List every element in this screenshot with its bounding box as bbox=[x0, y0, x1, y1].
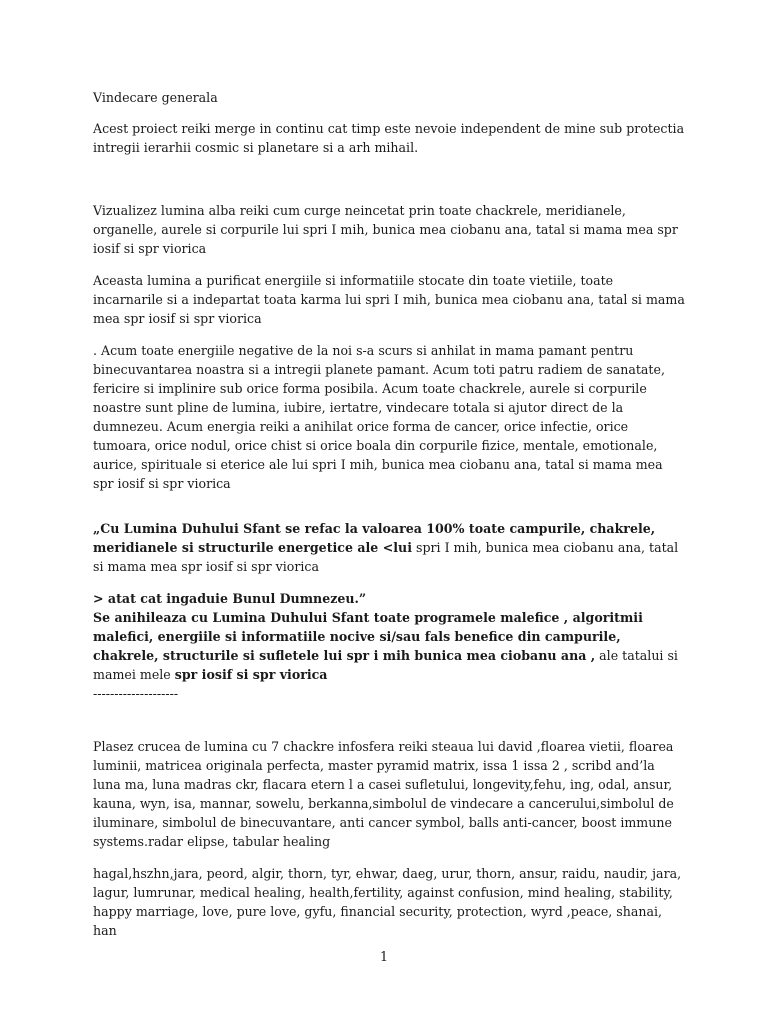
annihilation-regular: ale tatalui si mamei mele bbox=[93, 648, 678, 682]
paragraph-runes: hagal,hszhn,jara, peord, algir, thorn, tyr, ehwar, daeg, urur, thorn, ansur, raidu, naudir, jara, lagur, lumrunar, medical healing, health,fertility, against confusion, mind healing, stability, happy marriage, love, pure love, gyfu, financial security, protection, wyrd ,peace, shanai, han bbox=[93, 866, 682, 938]
paragraph-visualization: Vizualizez lumina alba reiki cum curge neincetat prin toate chackrele, meridianele, organelle, aurele si corpurile lui spri I mih, bunica mea ciobanu ana, tatal si mama mea spr iosif si spr viorica bbox=[93, 203, 678, 256]
paragraph-holy-spirit bbox=[93, 519, 685, 576]
annihilation-bold: Se anihileaza cu Lumina Duhului Sfant toate programele malefice , algoritmii malefici, energiile si informatiile nocive si/sau fals benefice din campurile, chakrele, structurile si sufletele lui spr i mih bunica mea ciobanu ana , bbox=[93, 610, 643, 663]
document-title: Vindecare generala bbox=[93, 90, 218, 105]
separator-line: -------------------- bbox=[93, 686, 179, 701]
paragraph-intro: Acest proiect reiki merge in continu cat timp este nevoie independent de mine sub protectia intregii ierarhii cosmic si planetare si a arh mihail. bbox=[93, 121, 685, 155]
annihilation-body bbox=[93, 608, 685, 684]
paragraph-healing: . Acum toate energiile negative de la noi s-a scurs si anhilat in mama pamant pentru binecuvantarea noastra si a intregii planete pamant. Acum toti patru radiem de sanatate, fericire si implinire sub orice forma posibila. Acum toate chackrele, aurele si corpurile noastre sunt pline de lumina, iubire, iertatre, vindecare totala si ajutor direct de la dumnezeu. Acum energia reiki a anihilat orice forma de cancer, orice infectie, orice tumoara, orice nodul, orice chist si orice boala din corpurile fizice, mentale, emotionale, aurice, spirituale si eterice ale lui spri I mih, bunica mea ciobanu ana, tatal si mama mea spr iosif si spr viorica bbox=[93, 343, 665, 491]
paragraph-holy-spirit-regular: spri I mih, bunica mea ciobanu ana, tatal si mama mea spr iosif si spr viorica bbox=[93, 540, 679, 574]
annihilation-bold-end: spr iosif si spr viorica bbox=[174, 667, 328, 682]
paragraph-purification: Aceasta lumina a purificat energiile si informatiile stocate din toate vietiile, toate incarnarile si a indepartat toata karma lui spri I mih, bunica mea ciobanu ana, tatal si mama mea spr iosif si spr viorica bbox=[93, 273, 685, 326]
annihilation-first-line: > atat cat ingaduie Bunul Dumnezeu.” bbox=[93, 591, 367, 606]
paragraph-annihilation bbox=[93, 589, 685, 703]
paragraph-holy-spirit-bold: „Cu Lumina Duhului Sfant se refac la valoarea 100% toate campurile, chakrele, meridianele si structurile energetice ale <lui bbox=[93, 521, 656, 555]
page-number: 1 bbox=[379, 949, 388, 964]
paragraph-symbols: Plasez crucea de lumina cu 7 chackre infosfera reiki steaua lui david ,floarea vietii, floarea luminii, matricea originala perfecta, master pyramid matrix, issa 1 issa 2 , scribd and’la luna ma, luna madras ckr, flacara etern l a casei sufletului, longevity,fehu, ing, odal, ansur, kauna, wyn, isa, mannar, sowelu, berkanna,simbolul de vindecare a cancerului,simbolul de iluminare, simbolul de binecuvantare, anti cancer symbol, balls anti-cancer, boost immune systems.radar elipse, tabular healing bbox=[93, 739, 674, 849]
